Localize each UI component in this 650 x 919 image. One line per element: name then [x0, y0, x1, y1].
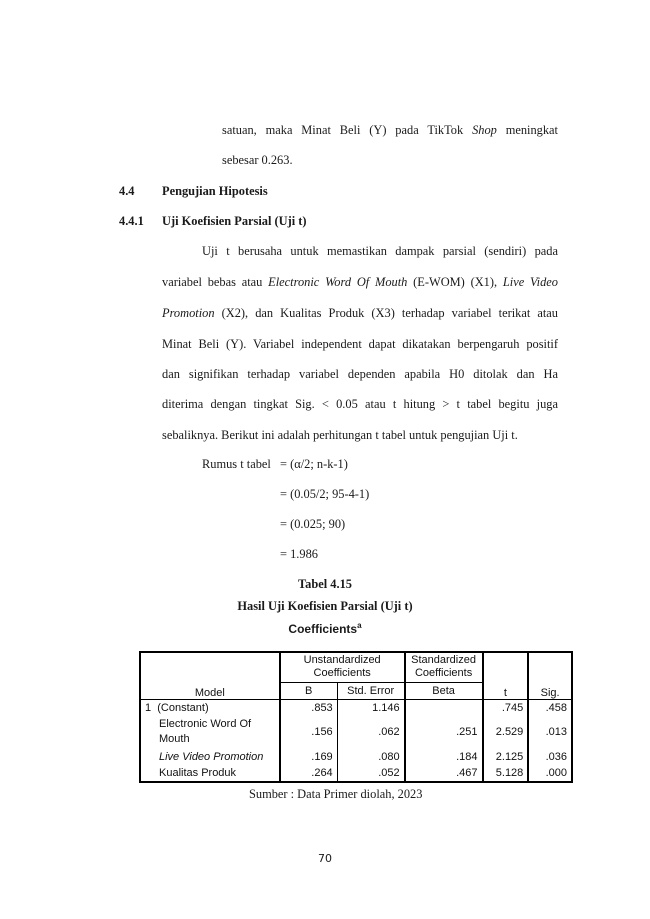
- header-b: B: [280, 682, 338, 699]
- table-title: Hasil Uji Koefisien Parsial (Uji t): [237, 599, 413, 613]
- formula-step-2: = (0.025; 90): [280, 517, 346, 531]
- cell-std-error: .062: [337, 716, 404, 748]
- cell-t: 5.128: [483, 765, 529, 782]
- section-number-4-4-1: 4.4.1: [119, 214, 144, 228]
- formula-step-3: = 1.986: [280, 547, 318, 561]
- body-line-1: Uji t berusaha untuk memastikan dampak parsial (sendiri) pada: [202, 244, 558, 258]
- intro-line-2: sebesar 0.263.: [222, 153, 293, 167]
- cell-sig: .013: [528, 716, 572, 748]
- table-row: [140, 765, 572, 782]
- formula-step-1: = (0.05/2; 95-4-1): [280, 487, 370, 501]
- cell-sig: .036: [528, 748, 572, 765]
- header-t: t: [483, 652, 529, 699]
- body-line-5: dan signifikan terhadap variabel dependen apabila H0 ditolak dan Ha: [162, 367, 558, 381]
- header-model: Model: [140, 652, 280, 699]
- body-line-2: variabel bebas atau Electronic Word Of Mouth (E-WOM) (X1), Live Video: [162, 275, 558, 289]
- table-row: [140, 716, 572, 748]
- row-model-ewom: Electronic Word Of Mouth: [140, 716, 280, 748]
- cell-sig: .458: [528, 699, 572, 716]
- body-line-3: Promotion (X2), dan Kualitas Produk (X3) terhadap variabel terikat atau: [162, 306, 558, 320]
- cell-beta: .184: [405, 748, 483, 765]
- header-std-error: Std. Error: [337, 682, 404, 699]
- cell-std-error: .052: [337, 765, 404, 782]
- cell-b: .156: [280, 716, 338, 748]
- cell-t: .745: [483, 699, 529, 716]
- cell-beta: [405, 699, 483, 716]
- intro-line-1: satuan, maka Minat Beli (Y) pada TikTok Shop meningkat: [222, 123, 559, 137]
- table-number: Tabel 4.15: [298, 577, 352, 591]
- formula-equation: = (α/2; n-k-1): [280, 457, 348, 471]
- body-line-7: sebaliknya. Berikut ini adalah perhitungan t tabel untuk pengujian Uji t.: [162, 428, 518, 442]
- section-number-4-4: 4.4: [119, 184, 135, 198]
- section-title-4-4: Pengujian Hipotesis: [162, 184, 268, 198]
- spss-title: Coefficients$^a$: [288, 621, 362, 636]
- section-title-4-4-1: Uji Koefisien Parsial (Uji t): [162, 214, 307, 228]
- cell-beta: .467: [405, 765, 483, 782]
- cell-t: 2.529: [483, 716, 529, 748]
- header-unstandardized: Unstandardized Coefficients: [280, 652, 405, 682]
- row-model-constant: 1 (Constant): [140, 699, 280, 716]
- cell-beta: .251: [405, 716, 483, 748]
- header-sig: Sig.: [528, 652, 572, 699]
- cell-b: .264: [280, 765, 338, 782]
- coefficients-table: [139, 651, 573, 783]
- page-number: 70: [318, 852, 332, 865]
- header-beta: Beta: [405, 682, 483, 699]
- cell-b: .853: [280, 699, 338, 716]
- cell-t: 2.125: [483, 748, 529, 765]
- row-model-live-video: Live Video Promotion: [140, 748, 280, 765]
- row-model-kualitas: Kualitas Produk: [140, 765, 280, 782]
- body-line-6: diterima dengan tingkat Sig. < 0.05 atau t hitung > t tabel begitu juga: [162, 397, 558, 411]
- coefficients-table-wrap: [139, 651, 573, 783]
- header-standardized: Standardized Coefficients: [405, 652, 483, 682]
- body-line-4: Minat Beli (Y). Variabel independent dapat dikatakan berpengaruh positif: [162, 337, 558, 351]
- cell-std-error: 1.146: [337, 699, 404, 716]
- table-source: Sumber : Data Primer diolah, 2023: [249, 787, 423, 801]
- formula-label: Rumus t tabel: [202, 457, 271, 471]
- cell-sig: .000: [528, 765, 572, 782]
- table-row: [140, 748, 572, 765]
- table-row: [140, 699, 572, 716]
- cell-b: .169: [280, 748, 338, 765]
- cell-std-error: .080: [337, 748, 404, 765]
